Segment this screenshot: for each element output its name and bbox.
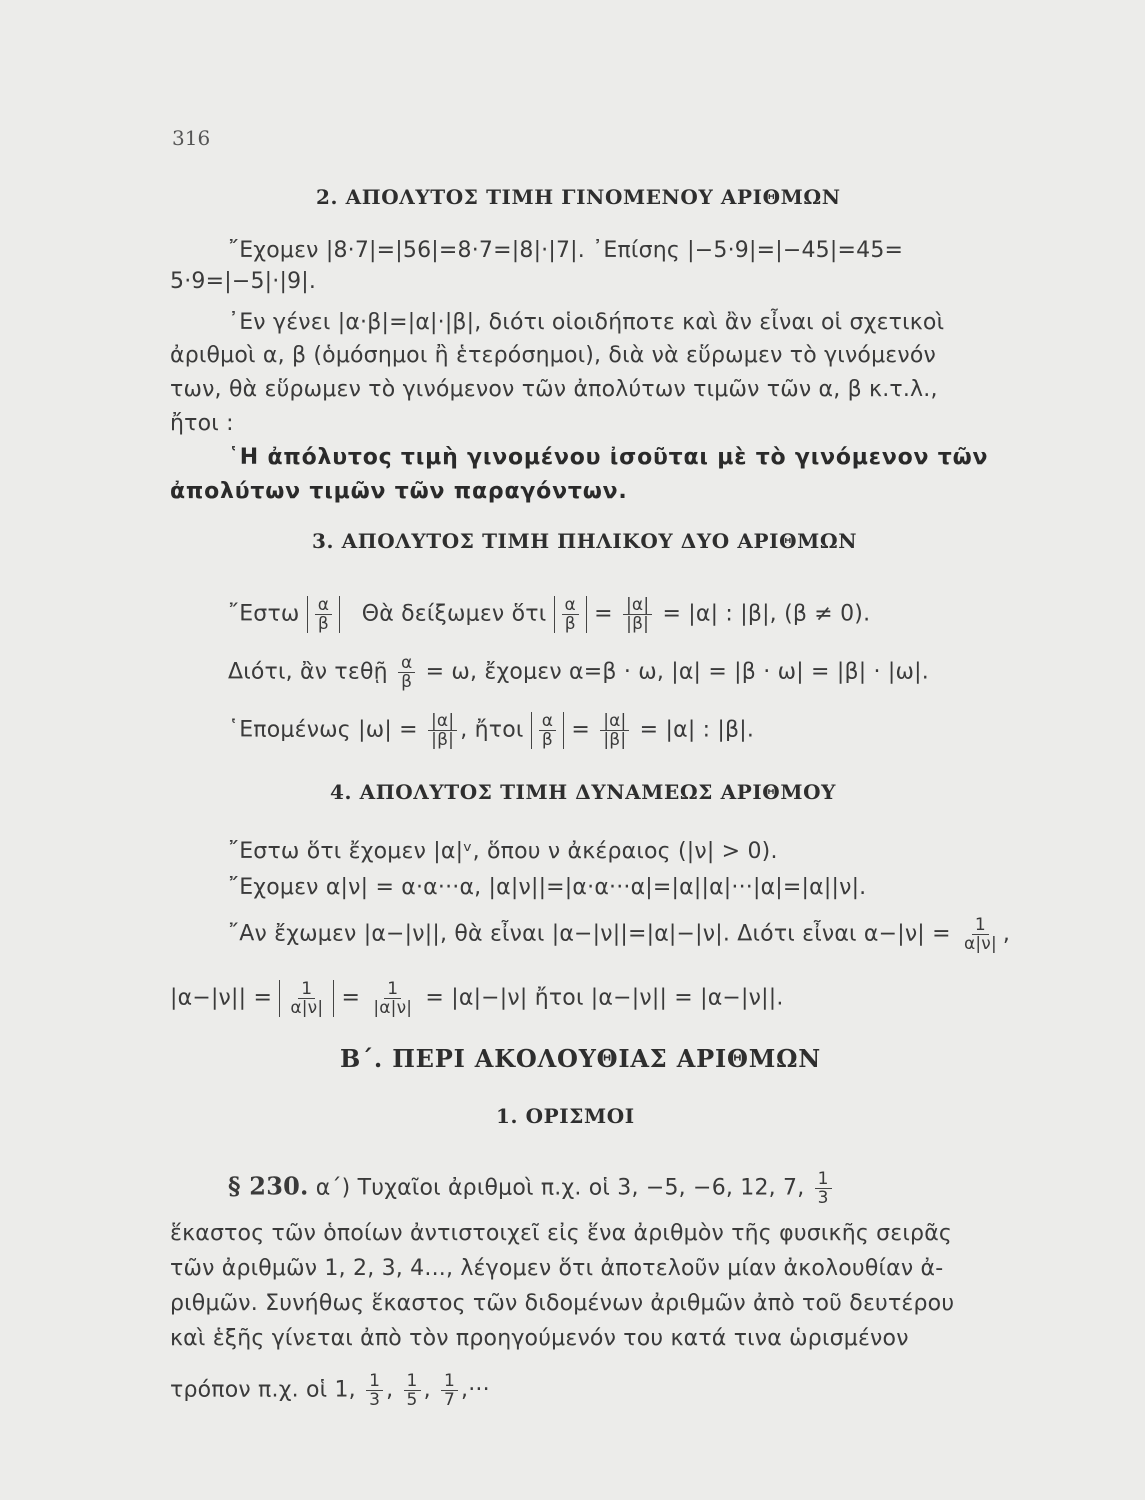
fraction-abs-a-over-abs-b <box>600 712 629 749</box>
equals: = <box>571 717 590 743</box>
section-2-line-1: ῎Εχομεν |8·7|=|56|=8·7=|8|·|7|. ᾿Επίσης |−5·9|=|−45|=45= <box>228 238 904 263</box>
denominator: α|ν| <box>290 998 324 1018</box>
line-end: = |α| : |β|, (β ≠ 0). <box>662 601 871 627</box>
line-start: ῎Αν ἔχωμεν |α−|ν||, θὰ εἶναι |α−|ν||=|α|−|ν|. Διότι εἶναι α−|ν| = <box>228 921 951 947</box>
numerator: α <box>398 654 415 673</box>
section-2-line-6: ἤτοι : <box>170 411 234 436</box>
section-4-line-2: ῎Εχομεν α|ν| = α·α···α, |α|ν||=|α·α···α|=|α||α|···|α|=|α||ν|. <box>228 875 867 900</box>
section-3-heading: 3. ΑΠΟΛΥΤΟΣ ΤΙΜΗ ΠΗΛΙΚΟΥ ΔΥΟ ΑΡΙΘΜΩΝ <box>312 529 858 553</box>
numerator: α <box>562 596 579 615</box>
denominator: |β| <box>603 730 627 750</box>
fraction-a-over-b <box>562 596 579 633</box>
paragraph-230-line-6 <box>170 1372 490 1409</box>
numerator: 1 <box>972 916 989 935</box>
section-3-line-3 <box>228 712 754 749</box>
denominator: β <box>541 730 553 750</box>
section-number: § 230. <box>228 1171 309 1201</box>
paragraph-230-line-1 <box>228 1170 835 1207</box>
rule-line-2: ἀπολύτων τιμῶν τῶν παραγόντων. <box>170 479 628 504</box>
abs-fraction <box>554 596 587 633</box>
denominator: 7 <box>443 1390 455 1410</box>
epomenos-text: ῾Επομένως |ω| = <box>228 717 418 743</box>
abs-fraction <box>531 712 564 749</box>
numerator: 1 <box>441 1372 458 1391</box>
fraction-a-over-b <box>315 596 332 633</box>
numerator: 1 <box>815 1170 832 1189</box>
section-2-line-2: 5·9=|−5|·|9|. <box>170 269 317 294</box>
denominator: |β| <box>626 614 650 634</box>
line-end: = |α| : |β|. <box>639 717 755 743</box>
page-number: 316 <box>172 126 211 150</box>
denominator: 3 <box>369 1390 381 1410</box>
numerator: α <box>539 712 556 731</box>
denominator: β <box>317 614 329 634</box>
fraction-one-third <box>366 1372 383 1409</box>
denominator: α|ν| <box>963 934 997 954</box>
section-2-heading: 2. ΑΠΟΛΥΤΟΣ ΤΙΜΗ ΓΙΝΟΜΕΝΟΥ ΑΡΙΘΜΩΝ <box>316 185 841 209</box>
section-4-line-1: ῎Εστω ὅτι ἔχομεν |α|ᵛ, ὅπου ν ἀκέραιος (|ν| > 0). <box>228 839 778 864</box>
denominator: 5 <box>406 1390 418 1410</box>
fraction-a-over-b <box>398 654 415 691</box>
numerator: 1 <box>298 980 315 999</box>
part-b-heading: Β΄. ΠΕΡΙ ΑΚΟΛΟΥΘΙΑΣ ΑΡΙΘΜΩΝ <box>340 1044 821 1073</box>
numerator: 1 <box>366 1372 383 1391</box>
line-end: = |α|−|ν| ἤτοι |α−|ν|| = |α−|ν||. <box>425 985 784 1011</box>
paragraph-230-line-3: τῶν ἀριθμῶν 1, 2, 3, 4..., λέγομεν ὅτι ἀποτελοῦν μίαν ἀκολουθίαν ἀ- <box>170 1256 944 1281</box>
dioti-text: Διότι, ἂν τεθῇ <box>228 659 388 685</box>
denominator: |α|ν| <box>373 998 413 1018</box>
line-start: τρόπον π.χ. οἱ 1, <box>170 1377 356 1403</box>
section-4-line-4 <box>170 980 784 1017</box>
numerator: α <box>315 596 332 615</box>
itoi-text: , ἤτοι <box>460 717 524 743</box>
comma: , <box>1002 921 1011 947</box>
line-end: = ω, ἔχομεν α=β · ω, |α| = |β · ω| = |β| · |ω|. <box>425 659 929 685</box>
fraction-one-over-a-v <box>287 980 326 1017</box>
section-3-line-2 <box>228 654 929 691</box>
tha-text: Θὰ δείξωμεν ὅτι <box>361 601 547 627</box>
fraction-abs-a-over-abs-b <box>623 596 652 633</box>
section-2-line-3: ᾿Εν γένει |α·β|=|α|·|β|, διότι οἱοιδήποτε καὶ ἂν εἶναι οἱ σχετικοὶ <box>228 310 945 335</box>
fraction-one-over-abs-a-v <box>370 980 415 1017</box>
fraction-a-over-b <box>539 712 556 749</box>
section-3-line-1 <box>228 596 870 633</box>
fraction-abs-a-over-abs-b <box>428 712 457 749</box>
denominator: |β| <box>431 730 455 750</box>
numerator: 1 <box>404 1372 421 1391</box>
line-text: α΄) Τυχαῖοι ἀριθμοὶ π.χ. οἱ 3, −5, −6, 12, 7, <box>315 1175 805 1201</box>
numerator: |α| <box>428 712 457 731</box>
paragraph-230-line-4: ριθμῶν. Συνήθως ἕκαστος τῶν διδομένων ἀριθμῶν ἀπὸ τοῦ δευτέρου <box>170 1291 955 1316</box>
line-start: |α−|ν|| = <box>170 985 273 1011</box>
equals: = <box>594 601 613 627</box>
esto-text: ῎Εστω <box>228 601 300 627</box>
abs-fraction <box>279 980 334 1017</box>
numerator: 1 <box>384 980 401 999</box>
numerator: |α| <box>600 712 629 731</box>
denominator: β <box>401 672 413 692</box>
rule-line-1: ῾Η ἀπόλυτος τιμὴ γινομένου ἰσοῦται μὲ τὸ γινόμενον τῶν <box>228 445 989 470</box>
section-4-line-3 <box>228 916 1010 953</box>
fraction-one-over-a-v <box>961 916 1000 953</box>
abs-fraction <box>307 596 340 633</box>
numerator: |α| <box>623 596 652 615</box>
paragraph-230-line-5: καὶ ἑξῆς γίνεται ἀπὸ τὸν προηγούμενόν του κατά τινα ὡρισμένον <box>170 1326 909 1351</box>
section-4-heading: 4. ΑΠΟΛΥΤΟΣ ΤΙΜΗ ΔΥΝΑΜΕΩΣ ΑΡΙΘΜΟΥ <box>330 780 836 804</box>
ellipsis: ,··· <box>461 1377 490 1403</box>
equals: = <box>341 985 361 1011</box>
denominator: β <box>564 614 576 634</box>
comma: , <box>423 1377 431 1403</box>
part-b-subheading: 1. ΟΡΙΣΜΟΙ <box>496 1104 635 1128</box>
section-2-line-4: ἀριθμοὶ α, β (ὁμόσημοι ἢ ἑτερόσημοι), διὰ νὰ εὕρωμεν τὸ γινόμενόν <box>170 343 937 368</box>
fraction-one-seventh <box>441 1372 458 1409</box>
section-2-line-5: των, θὰ εὕρωμεν τὸ γινόμενον τῶν ἀπολύτων τιμῶν τῶν α, β κ.τ.λ., <box>170 377 938 402</box>
denominator: 3 <box>817 1188 829 1208</box>
fraction-one-third <box>815 1170 832 1207</box>
comma: , <box>386 1377 394 1403</box>
paragraph-230-line-2: ἕκαστος τῶν ὁποίων ἀντιστοιχεῖ εἰς ἕνα ἀριθμὸν τῆς φυσικῆς σειρᾶς <box>170 1221 953 1246</box>
fraction-one-fifth <box>404 1372 421 1409</box>
